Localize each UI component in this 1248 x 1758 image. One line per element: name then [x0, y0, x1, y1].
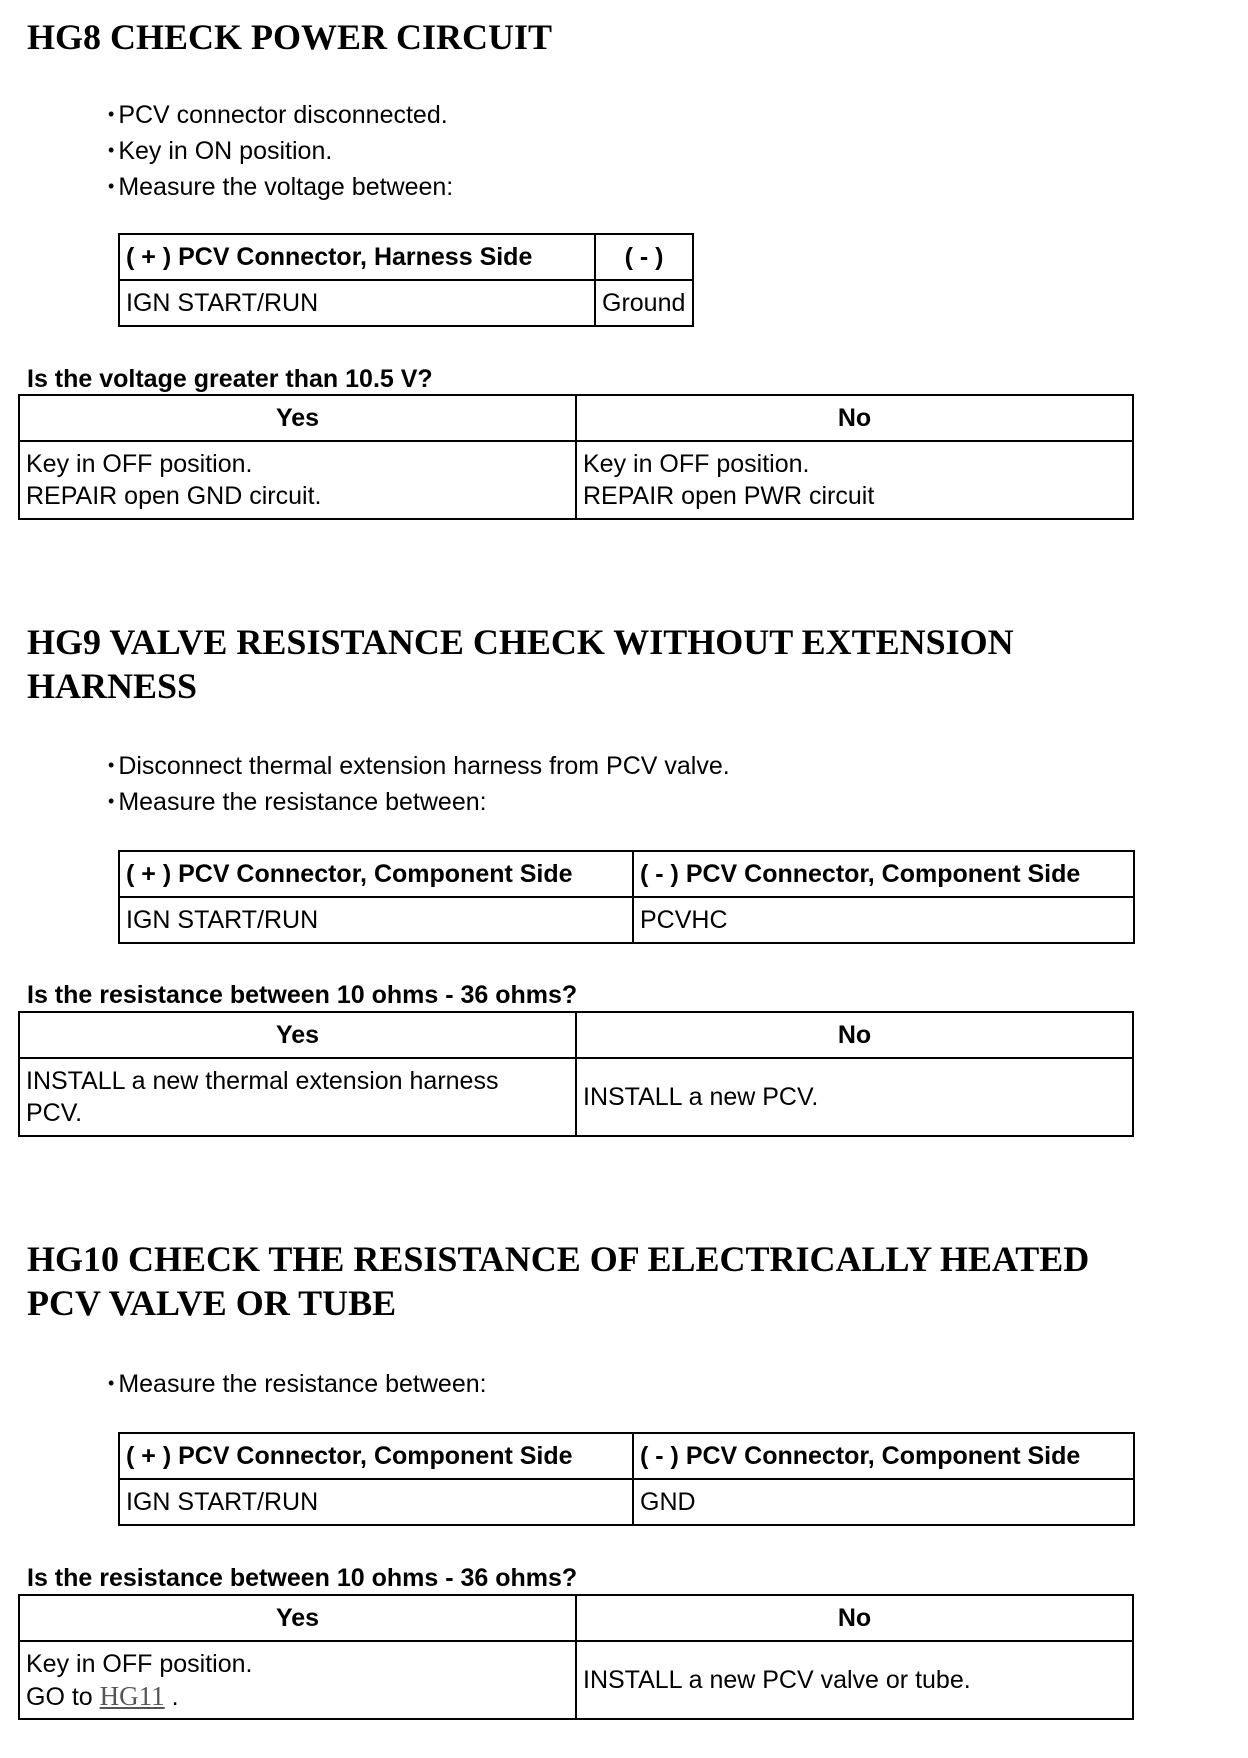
hg10-title-line: HG10 CHECK THE RESISTANCE OF ELECTRICALLY HEATED [27, 1239, 1090, 1279]
hg10-steps [108, 1367, 487, 1403]
no-cell: INSTALL a new PCV. [576, 1058, 1133, 1136]
yes-header: Yes [19, 1012, 576, 1058]
hg8-title: HG8 CHECK POWER CIRCUIT [27, 17, 553, 57]
list-item: • Measure the resistance between: [108, 1367, 487, 1403]
list-item: • Measure the resistance between: [108, 785, 730, 821]
hg9-measure-table [118, 850, 1135, 944]
no-cell [576, 441, 1133, 519]
hg9-steps [108, 749, 730, 821]
goto-period: . [171, 1682, 179, 1711]
no-header: No [576, 395, 1133, 441]
minus-value: PCVHC [633, 897, 1134, 943]
no-header: No [576, 1012, 1133, 1058]
minus-header: ( - ) PCV Connector, Component Side [633, 1433, 1134, 1479]
no-line: REPAIR open PWR circuit [583, 482, 875, 510]
yes-header: Yes [19, 395, 576, 441]
yes-line: Key in OFF position. [26, 450, 253, 478]
yes-cell [19, 441, 576, 519]
list-item: • PCV connector disconnected. [108, 98, 453, 134]
plus-header: ( + ) PCV Connector, Harness Side [119, 234, 595, 280]
hg9-title-line: HG9 VALVE RESISTANCE CHECK WITHOUT EXTENSION [27, 622, 1014, 662]
hg11-link[interactable]: HG11 [99, 1680, 165, 1711]
plus-value: IGN START/RUN [119, 280, 595, 326]
hg9-question: Is the resistance between 10 ohms - 36 ohms? [27, 981, 578, 1009]
hg10-title-line: PCV VALVE OR TUBE [27, 1283, 397, 1323]
hg8-yes-no-table [18, 394, 1134, 520]
hg9-title [27, 620, 1014, 708]
no-header: No [576, 1595, 1133, 1641]
hg8-question: Is the voltage greater than 10.5 V? [27, 365, 433, 393]
minus-value: GND [633, 1479, 1134, 1525]
hg8-measure-table [118, 233, 694, 327]
yes-line: PCV. [26, 1099, 83, 1127]
yes-goto-line [26, 1680, 569, 1713]
yes-line: INSTALL a new thermal extension harness [26, 1067, 499, 1095]
hg8-steps [108, 98, 453, 206]
hg9-title-line: HARNESS [27, 666, 198, 706]
plus-value: IGN START/RUN [119, 1479, 633, 1525]
list-item: • Disconnect thermal extension harness from PCV valve. [108, 749, 730, 785]
yes-cell [19, 1058, 576, 1136]
hg10-measure-table [118, 1432, 1135, 1526]
no-cell: INSTALL a new PCV valve or tube. [576, 1641, 1133, 1719]
yes-cell [19, 1641, 576, 1719]
minus-header: ( - ) PCV Connector, Component Side [633, 851, 1134, 897]
plus-header: ( + ) PCV Connector, Component Side [119, 851, 633, 897]
list-item: • Key in ON position. [108, 134, 453, 170]
minus-value: Ground [595, 280, 693, 326]
hg10-title [27, 1237, 1089, 1325]
yes-line: REPAIR open GND circuit. [26, 482, 322, 510]
yes-header: Yes [19, 1595, 576, 1641]
hg10-yes-no-table [18, 1594, 1134, 1720]
no-line: Key in OFF position. [583, 450, 810, 478]
hg9-yes-no-table [18, 1011, 1134, 1137]
hg10-question: Is the resistance between 10 ohms - 36 ohms? [27, 1564, 578, 1592]
minus-header: ( - ) [595, 234, 693, 280]
yes-line: Key in OFF position. [26, 1649, 253, 1678]
goto-text: GO to [26, 1682, 93, 1711]
list-item: • Measure the voltage between: [108, 170, 453, 206]
plus-value: IGN START/RUN [119, 897, 633, 943]
plus-header: ( + ) PCV Connector, Component Side [119, 1433, 633, 1479]
